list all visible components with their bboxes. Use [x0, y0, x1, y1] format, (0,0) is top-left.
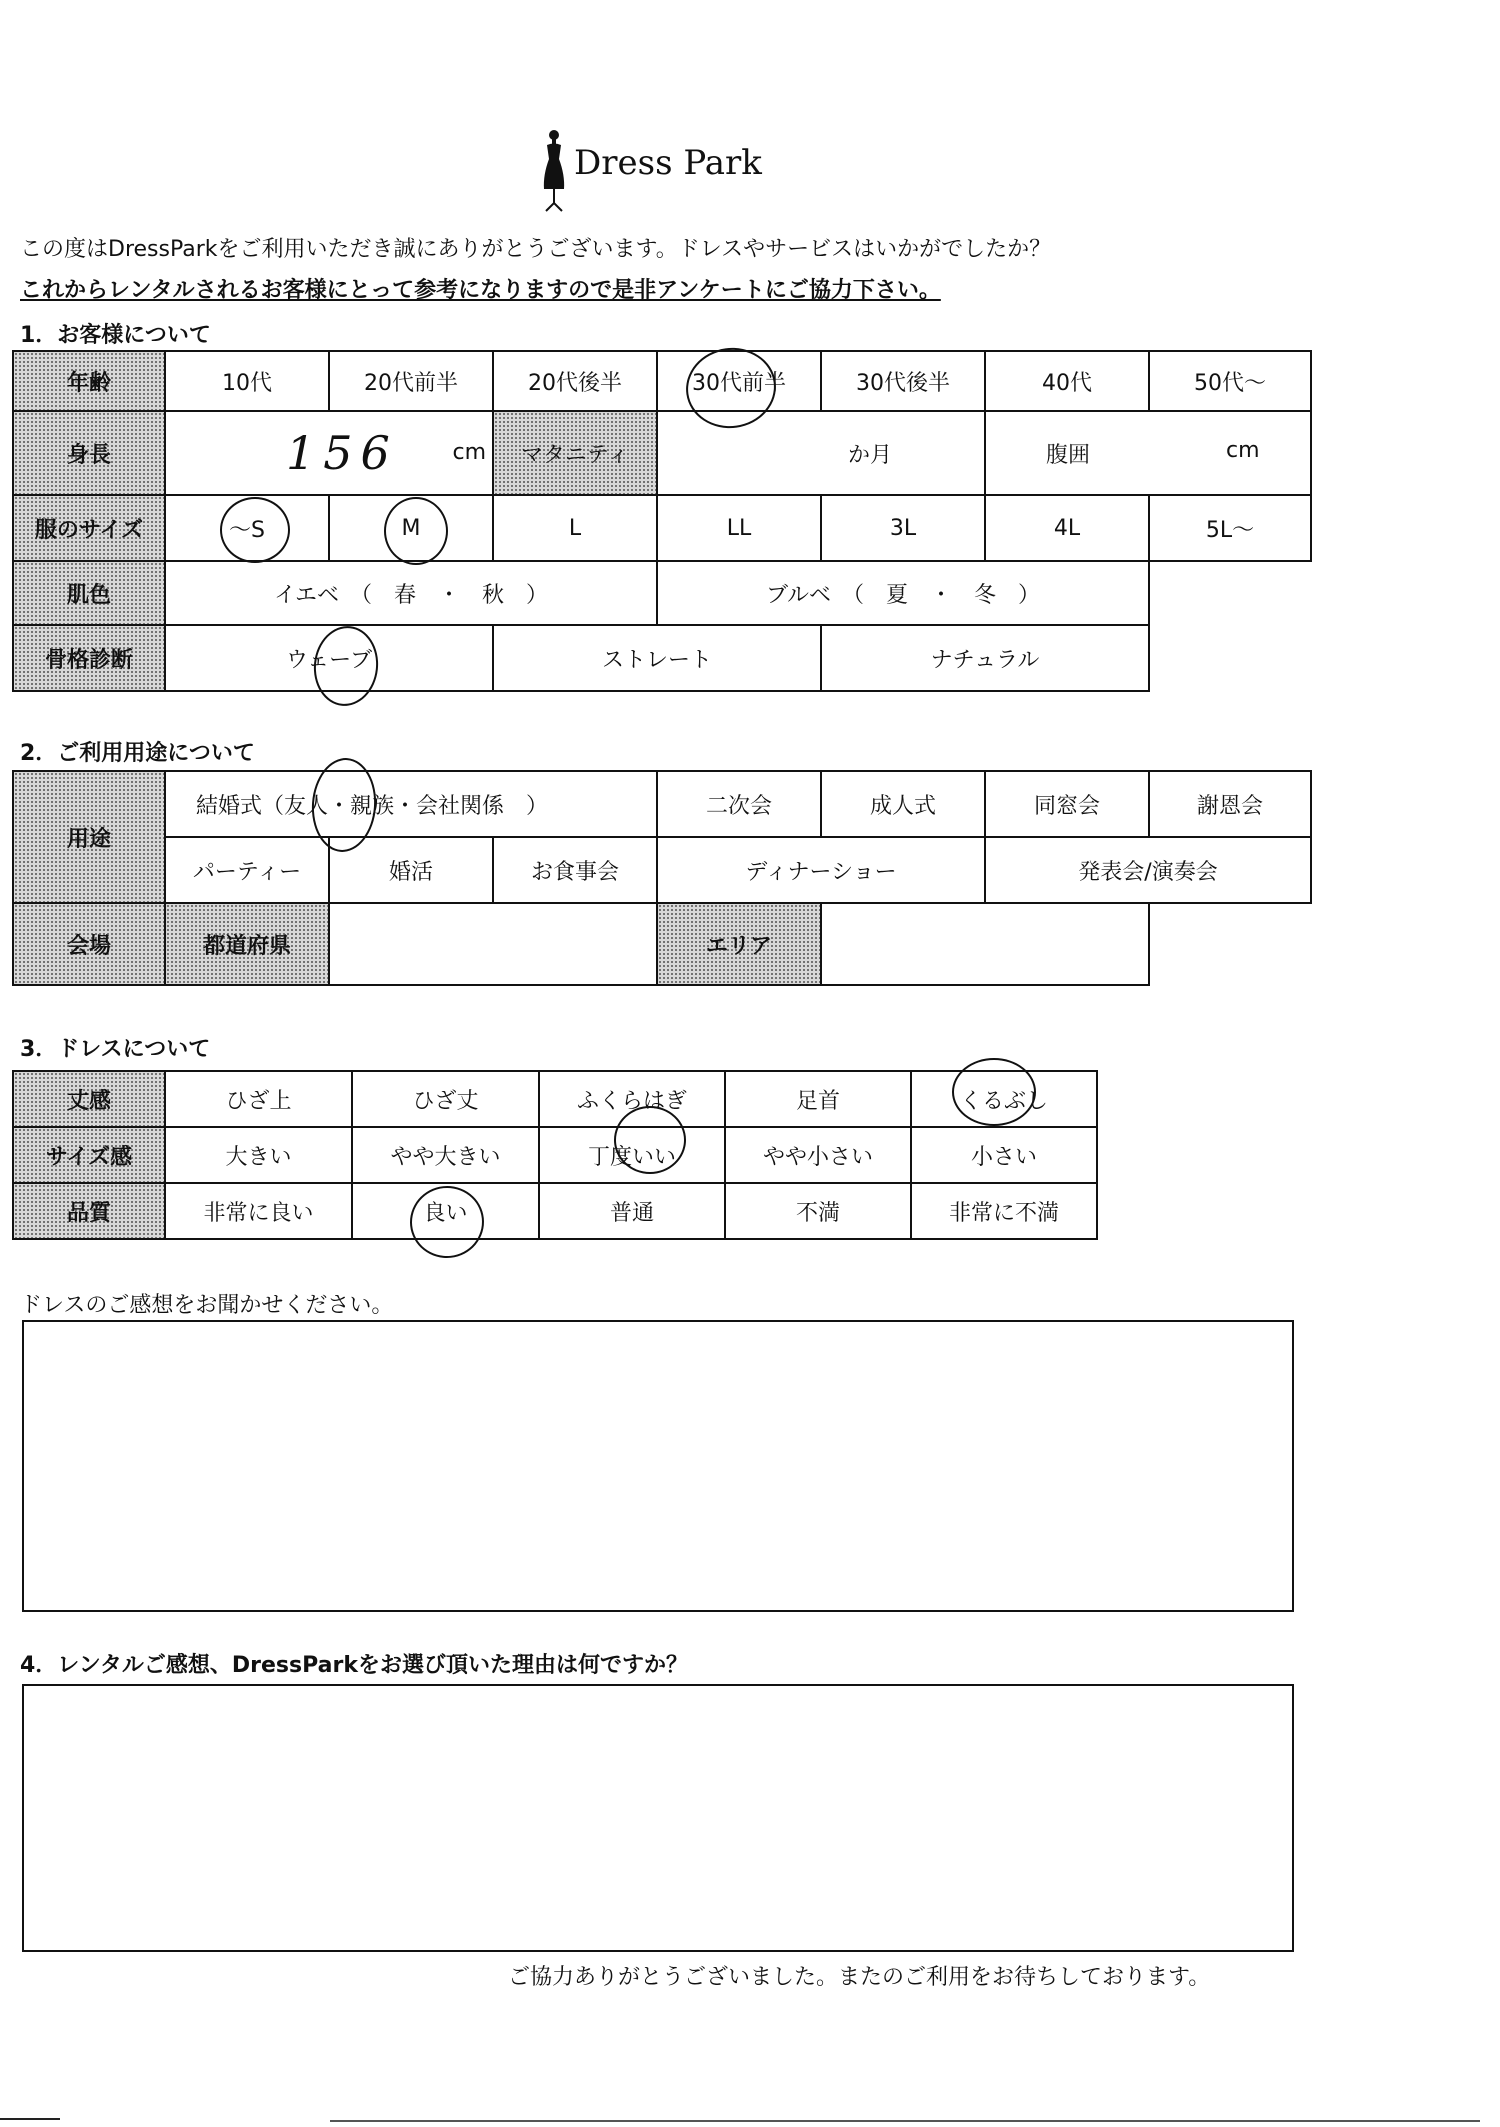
fit-option[interactable]: 小さい — [911, 1127, 1097, 1183]
height-label: 身長 — [13, 411, 165, 495]
months-unit: か月 — [848, 443, 893, 468]
skin-yellow-option[interactable]: イエベ （ 春 ・ 秋 ） — [165, 561, 657, 625]
size-label: 服のサイズ — [13, 495, 165, 561]
fit-option[interactable]: やや大きい — [352, 1127, 539, 1183]
waist-label: 腹囲 — [1046, 443, 1091, 468]
age-option[interactable]: 10代 — [165, 351, 329, 411]
quality-label: 品質 — [13, 1183, 165, 1239]
purpose-option[interactable]: 発表会/演奏会 — [985, 837, 1311, 903]
fit-option[interactable]: やや小さい — [725, 1127, 911, 1183]
impressions-question: ドレスのご感想をお聞かせください。 — [20, 1293, 394, 1318]
area-label: エリア — [657, 903, 821, 985]
height-unit: cm — [452, 440, 486, 465]
purpose-label: 用途 — [13, 771, 165, 903]
reasons-textarea[interactable] — [22, 1684, 1294, 1952]
purpose-option[interactable]: 成人式 — [821, 771, 985, 837]
quality-option[interactable]: 非常に良い — [165, 1183, 352, 1239]
section4-question: 4．レンタルご感想、DressParkをお選び頂いた理由は何ですか？ — [20, 1653, 688, 1678]
age-option[interactable]: 30代後半 — [821, 351, 985, 411]
wedding-prefix: 結婚式（ — [196, 793, 285, 819]
length-option[interactable]: ひざ丈 — [352, 1071, 539, 1127]
section1-title: 1．お客様について — [20, 323, 211, 348]
fit-option[interactable]: 大きい — [165, 1127, 352, 1183]
size-option[interactable]: 4L — [985, 495, 1149, 561]
age-option[interactable]: 20代前半 — [329, 351, 493, 411]
age-option[interactable]: 50代～ — [1149, 351, 1311, 411]
logo-text: Dress Park — [574, 143, 762, 183]
length-option[interactable]: 足首 — [725, 1071, 911, 1127]
scan-edge-line — [0, 2118, 60, 2120]
waist-unit: cm — [1226, 438, 1260, 463]
usage-table — [12, 770, 1312, 986]
frame-label: 骨格診断 — [13, 625, 165, 691]
length-label: 丈感 — [13, 1071, 165, 1127]
purpose-option[interactable]: ディナーショー — [657, 837, 985, 903]
age-label: 年齢 — [13, 351, 165, 411]
purpose-option[interactable]: 二次会 — [657, 771, 821, 837]
frame-option-selected[interactable]: ウェーブ — [165, 625, 493, 691]
dress-form-icon — [538, 125, 570, 215]
purpose-option[interactable]: 謝恩会 — [1149, 771, 1311, 837]
size-option[interactable]: 3L — [821, 495, 985, 561]
intro-text: この度はDressParkをご利用いただき誠にありがとうございます。ドレスやサービスはいかがでしたか？ — [20, 237, 1052, 262]
section3-title: 3．ドレスについて — [20, 1037, 211, 1062]
length-option-selected[interactable]: くるぶし — [911, 1071, 1097, 1127]
fit-option-selected[interactable]: 丁度いい — [539, 1127, 725, 1183]
purpose-option[interactable]: 婚活 — [329, 837, 493, 903]
wedding-rest: ・親族・会社関係 ） — [328, 793, 549, 819]
frame-option[interactable]: ストレート — [493, 625, 821, 691]
size-option[interactable]: LL — [657, 495, 821, 561]
waist-field[interactable] — [985, 411, 1311, 495]
quality-option[interactable]: 不満 — [725, 1183, 911, 1239]
dress-table — [12, 1070, 1098, 1240]
scan-edge-line — [330, 2120, 1480, 2122]
length-option[interactable]: ひざ上 — [165, 1071, 352, 1127]
prefecture-field[interactable] — [329, 903, 657, 985]
area-field[interactable] — [821, 903, 1149, 985]
size-option[interactable]: 5L～ — [1149, 495, 1311, 561]
prefecture-label: 都道府県 — [165, 903, 329, 985]
intro-request: これからレンタルされるお客様にとって参考になりますので是非アンケートにご協力下さい。 — [20, 278, 941, 303]
age-option-selected[interactable]: 30代前半 — [657, 351, 821, 411]
skin-blue-option[interactable]: ブルベ （ 夏 ・ 冬 ） — [657, 561, 1149, 625]
quality-option[interactable]: 普通 — [539, 1183, 725, 1239]
quality-option[interactable]: 非常に不満 — [911, 1183, 1097, 1239]
wedding-friend-selected[interactable]: 友人 — [284, 793, 329, 819]
height-value: 156 — [286, 426, 398, 480]
size-option[interactable]: L — [493, 495, 657, 561]
purpose-option[interactable]: 同窓会 — [985, 771, 1149, 837]
height-field[interactable] — [165, 411, 493, 495]
maternity-months-field[interactable] — [657, 411, 985, 495]
maternity-label: マタニティ — [493, 411, 657, 495]
size-option-selected[interactable]: ～S — [165, 495, 329, 561]
purpose-option[interactable]: パーティー — [165, 837, 329, 903]
skin-label: 肌色 — [13, 561, 165, 625]
age-option[interactable]: 40代 — [985, 351, 1149, 411]
impressions-textarea[interactable] — [22, 1320, 1294, 1612]
size-option-selected[interactable]: M — [329, 495, 493, 561]
venue-label: 会場 — [13, 903, 165, 985]
purpose-option[interactable]: お食事会 — [493, 837, 657, 903]
length-option[interactable]: ふくらはぎ — [539, 1071, 725, 1127]
thanks-message: ご協力ありがとうございました。またのご利用をお待ちしております。 — [508, 1965, 1211, 1990]
wedding-option[interactable] — [165, 771, 657, 837]
customer-table — [12, 350, 1312, 692]
quality-option-selected[interactable]: 良い — [352, 1183, 539, 1239]
dresspark-logo — [538, 125, 768, 215]
age-option[interactable]: 20代後半 — [493, 351, 657, 411]
frame-option[interactable]: ナチュラル — [821, 625, 1149, 691]
fit-label: サイズ感 — [13, 1127, 165, 1183]
section2-title: 2．ご利用用途について — [20, 741, 255, 766]
